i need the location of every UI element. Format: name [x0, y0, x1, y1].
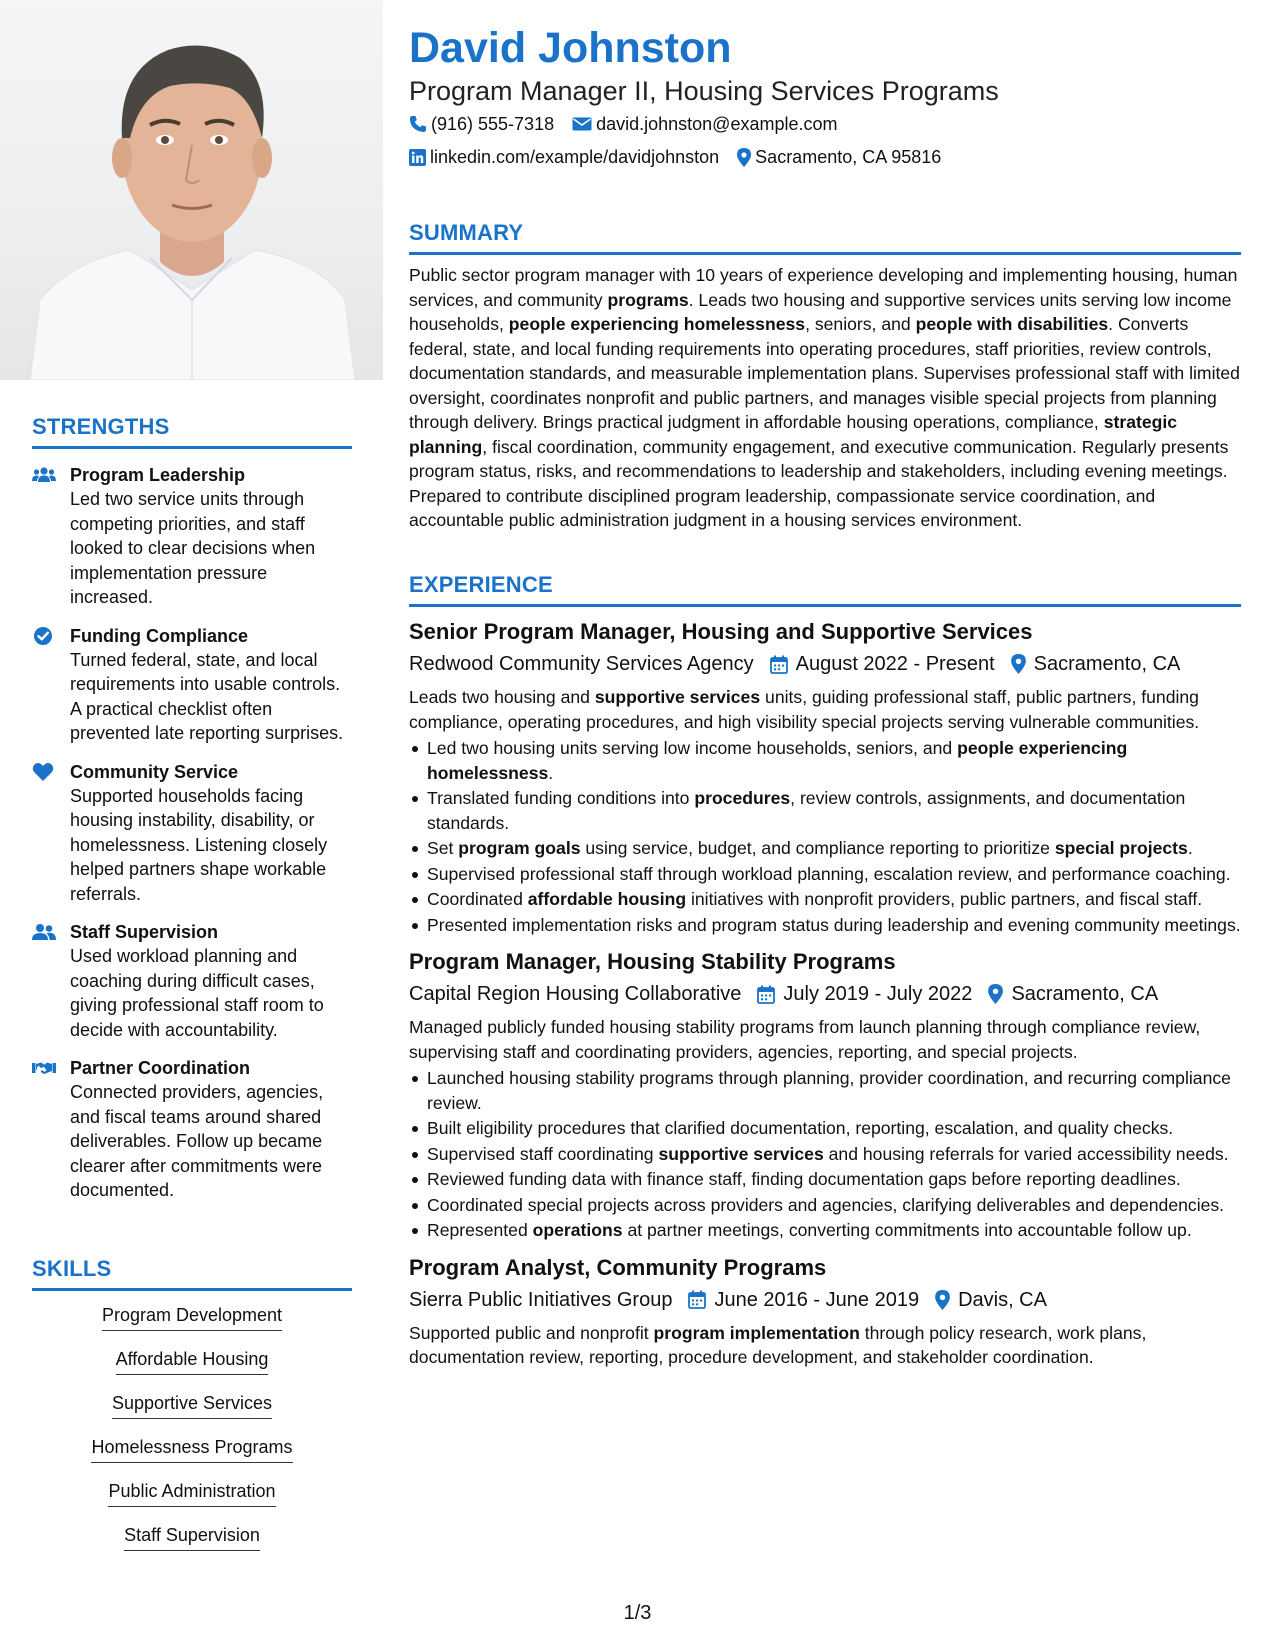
bold-text: procedures	[694, 788, 791, 808]
text-segment: Represented	[427, 1220, 533, 1240]
strength-item	[32, 624, 352, 746]
bullet-item	[409, 786, 1241, 835]
strengths-rule	[32, 446, 352, 449]
contact-phone	[409, 112, 554, 136]
text-segment: Built eligibility procedures that clarified documentation, reporting, escalation, and quality checks.	[427, 1118, 1174, 1138]
text-segment: Launched housing stability programs through planning, provider coordination, and recurring compliance review.	[427, 1068, 1231, 1113]
job-entry	[409, 617, 1241, 937]
dates-text: June 2016 - June 2019	[714, 1288, 920, 1311]
bold-text: special projects	[1054, 838, 1188, 858]
map-pin-icon	[935, 1290, 950, 1310]
bullet-item	[409, 736, 1241, 785]
job-location	[988, 979, 1158, 1009]
phone-text: (916) 555-7318	[431, 114, 555, 134]
strength-desc: Supported households facing housing instability, disability, or homelessness. Listening closely helped partners shape workable referrals.	[70, 785, 328, 904]
job-entry	[409, 947, 1241, 1243]
calendar-icon	[757, 985, 775, 1004]
text-segment: using service, budget, and compliance reporting to prioritize	[580, 838, 1055, 858]
text-segment: .	[548, 762, 554, 783]
text-segment: .	[1187, 838, 1193, 858]
map-pin-icon	[737, 148, 751, 167]
text-segment: Reviewed funding data with finance staff, finding documentation gaps before reporting deadlines.	[427, 1169, 1181, 1189]
text-segment: at partner meetings, converting commitments into accountable follow up.	[622, 1220, 1192, 1240]
job-location	[935, 1285, 1047, 1315]
strength-title: Staff Supervision	[70, 922, 219, 942]
text-segment: , review controls, assignments, and documentation standards.	[427, 788, 1186, 833]
strength-item	[32, 920, 352, 1042]
skill-item: Supportive Services	[112, 1391, 272, 1419]
job-company	[409, 1285, 672, 1315]
heart-icon	[32, 762, 56, 782]
job-company	[409, 649, 754, 679]
location-text: Sacramento, CA	[1011, 983, 1159, 1005]
email-text: david.johnston@example.com	[596, 114, 838, 134]
job-meta	[409, 649, 1241, 679]
text-segment: Supervised staff coordinating	[427, 1143, 659, 1164]
strength-title: Partner Coordination	[70, 1058, 251, 1078]
page-number: 1/3	[623, 1602, 652, 1624]
contact-email[interactable]	[572, 112, 837, 136]
left-column	[0, 0, 383, 1650]
strengths-heading: STRENGTHS	[32, 414, 170, 439]
text-segment: . Leads two housing and supportive services units serving low income households,	[409, 289, 1232, 334]
job-entry	[409, 1253, 1241, 1370]
job-title: Program Manager, Housing Stability Programs	[409, 949, 896, 974]
job-meta	[409, 979, 1241, 1009]
bold-text: programs	[607, 289, 689, 310]
experience-section	[409, 572, 1241, 1370]
strength-title: Program Leadership	[70, 465, 246, 485]
job-company	[409, 979, 741, 1009]
bullet-item	[409, 1193, 1241, 1218]
text-segment: , seniors, and	[805, 314, 916, 334]
contact-row	[409, 112, 856, 136]
job-title: Program Analyst, Community Programs	[409, 1254, 827, 1280]
text-segment: Presented implementation risks and program status during leadership and evening community meetings.	[427, 914, 1241, 935]
job-description	[409, 1015, 1241, 1064]
job-dates	[770, 649, 995, 679]
bold-text: program implementation	[653, 1322, 860, 1343]
experience-heading: EXPERIENCE	[409, 572, 553, 597]
company-text: Capital Region Housing Collaborative	[409, 983, 742, 1005]
dates-text: July 2019 - July 2022	[783, 983, 973, 1005]
skill-list	[32, 1303, 352, 1551]
bold-text: program goals	[458, 838, 581, 858]
skill-item: Public Administration	[108, 1479, 275, 1507]
job-title: Senior Program Manager, Housing and Supportive Services	[409, 619, 1033, 644]
company-text: Redwood Community Services Agency	[409, 653, 754, 675]
job-location	[1011, 649, 1181, 679]
map-pin-icon	[1011, 654, 1026, 674]
user-group-icon	[32, 922, 56, 942]
skill-item: Program Development	[102, 1303, 282, 1331]
text-segment: Set	[427, 838, 459, 858]
job-description	[409, 685, 1241, 734]
bullet-item	[409, 1218, 1241, 1243]
job-bullets	[409, 1066, 1241, 1243]
calendar-icon	[688, 1290, 706, 1309]
skills-section	[32, 1256, 352, 1567]
strength-title: Funding Compliance	[70, 625, 248, 646]
profile-photo	[0, 0, 383, 380]
bullet-item	[409, 1142, 1241, 1167]
strength-title: Community Service	[70, 761, 239, 782]
summary-text	[409, 263, 1241, 533]
bold-text: operations	[532, 1220, 623, 1240]
skill-item: Homelessness Programs	[91, 1435, 292, 1463]
company-text: Sierra Public Initiatives Group	[409, 1288, 673, 1311]
bullet-item	[409, 862, 1241, 887]
job-list	[409, 617, 1241, 1370]
phone-icon	[409, 115, 427, 133]
text-segment: . Converts federal, state, and local funding requirements into operating procedures, staff priorities, review controls, documentation standards, and measurable implementation plans. Supervises professional staff with limited oversight, coordinates nonprofit and public partners, and manages visible special projects from planning through delivery. Brings practical judgment in affordable housing operations, compliance,	[409, 314, 1240, 432]
strength-item	[32, 463, 352, 610]
text-segment: initiatives with nonprofit providers, public partners, and fiscal staff.	[686, 889, 1203, 909]
strength-desc: Turned federal, state, and local requirements into usable controls. A practical checklist often prevented late reporting surprises.	[70, 649, 344, 743]
text-segment: Managed publicly funded housing stability programs from launch planning through compliance review, supervising staff and coordinating providers, agencies, reporting, and special projects.	[409, 1017, 1201, 1062]
handshake-icon	[32, 1058, 56, 1078]
bullet-item	[409, 887, 1241, 912]
candidate-name: David Johnston	[409, 24, 732, 72]
candidate-title: Program Manager II, Housing Services Programs	[409, 76, 999, 106]
job-description	[409, 1321, 1241, 1370]
text-segment: and housing referrals for varied accessibility needs.	[823, 1143, 1229, 1164]
map-pin-icon	[988, 984, 1003, 1004]
text-segment: Coordinated special projects across providers and agencies, clarifying deliverables and dependencies.	[427, 1194, 1225, 1215]
skill-item: Affordable Housing	[116, 1347, 269, 1375]
strength-desc: Used workload planning and coaching during difficult cases, giving professional staff room to decide with accountability.	[70, 946, 324, 1040]
bullet-item	[409, 1116, 1241, 1141]
strength-desc: Connected providers, agencies, and fiscal teams around shared deliverables. Follow up became clearer after commitments were documented.	[70, 1082, 324, 1200]
text-segment: Led two housing units serving low income households, seniors, and	[427, 738, 958, 758]
summary-heading: SUMMARY	[409, 220, 524, 245]
bold-text: affordable housing	[527, 889, 687, 909]
summary-section	[409, 220, 1241, 533]
text-segment: units, guiding professional staff, public partners, funding compliance, operating procedures, and high visibility special projects serving vulnerable communities.	[409, 687, 1200, 732]
dates-text: August 2022 - Present	[795, 653, 995, 675]
strength-desc: Led two service units through competing priorities, and staff looked to clear decisions when implementation pressure increased.	[70, 489, 316, 607]
job-dates	[757, 979, 972, 1009]
users-icon	[32, 465, 56, 485]
check-badge-icon	[32, 626, 56, 646]
bullet-item	[409, 913, 1241, 938]
text-segment: Supported public and nonprofit	[409, 1322, 654, 1343]
location-text: Sacramento, CA	[1033, 653, 1181, 675]
text-segment: Public sector program manager with 10 years of experience developing and implementing housing, human services, and community	[409, 265, 1238, 310]
linkedin-icon	[409, 149, 426, 166]
experience-rule	[409, 604, 1241, 607]
strengths-section	[32, 414, 352, 1203]
mail-icon	[572, 116, 592, 132]
bold-text: people experiencing homelessness	[508, 314, 806, 334]
text-segment: Translated funding conditions into	[427, 788, 695, 808]
job-bullets	[409, 736, 1241, 937]
text-segment: Supervised professional staff through workload planning, escalation review, and performance coaching.	[427, 863, 1231, 884]
linkedin-text: linkedin.com/example/davidjohnston	[430, 147, 720, 167]
skill-item: Staff Supervision	[124, 1523, 260, 1551]
bold-text: people with disabilities	[915, 314, 1109, 334]
job-dates	[688, 1285, 919, 1315]
text-segment: through policy research, work plans, documentation review, reporting, procedure development, and stakeholder coordination.	[409, 1322, 1147, 1367]
bold-text: supportive services	[594, 687, 761, 707]
calendar-icon	[770, 655, 788, 674]
text-segment: Leads two housing and	[409, 687, 595, 707]
bullet-item	[409, 836, 1241, 861]
contact-row	[409, 145, 959, 169]
bullet-item	[409, 1167, 1241, 1192]
text-segment: Coordinated	[427, 889, 528, 909]
location-text: Davis, CA	[958, 1288, 1047, 1311]
contact-linkedin[interactable]	[409, 145, 719, 169]
strength-item	[32, 760, 352, 907]
contact-location	[737, 145, 941, 169]
location-text: Sacramento, CA 95816	[755, 147, 942, 167]
job-meta	[409, 1285, 1241, 1315]
skills-rule	[32, 1288, 352, 1291]
skills-heading: SKILLS	[32, 1256, 112, 1281]
text-segment: , fiscal coordination, community engagement, and executive communication. Regularly presents program status, risks, and recommendations to leadership and stakeholders, including evening meetings. Prepared to contribute disciplined program leadership, compassionate service coordination, and accountable public administration judgment in a housing services environment.	[409, 436, 1229, 530]
bullet-item	[409, 1066, 1241, 1115]
strength-item	[32, 1056, 352, 1203]
bold-text: people experiencing homelessness	[427, 738, 1128, 783]
summary-rule	[409, 252, 1241, 255]
bold-text: strategic planning	[409, 412, 1178, 457]
bold-text: supportive services	[658, 1143, 824, 1164]
